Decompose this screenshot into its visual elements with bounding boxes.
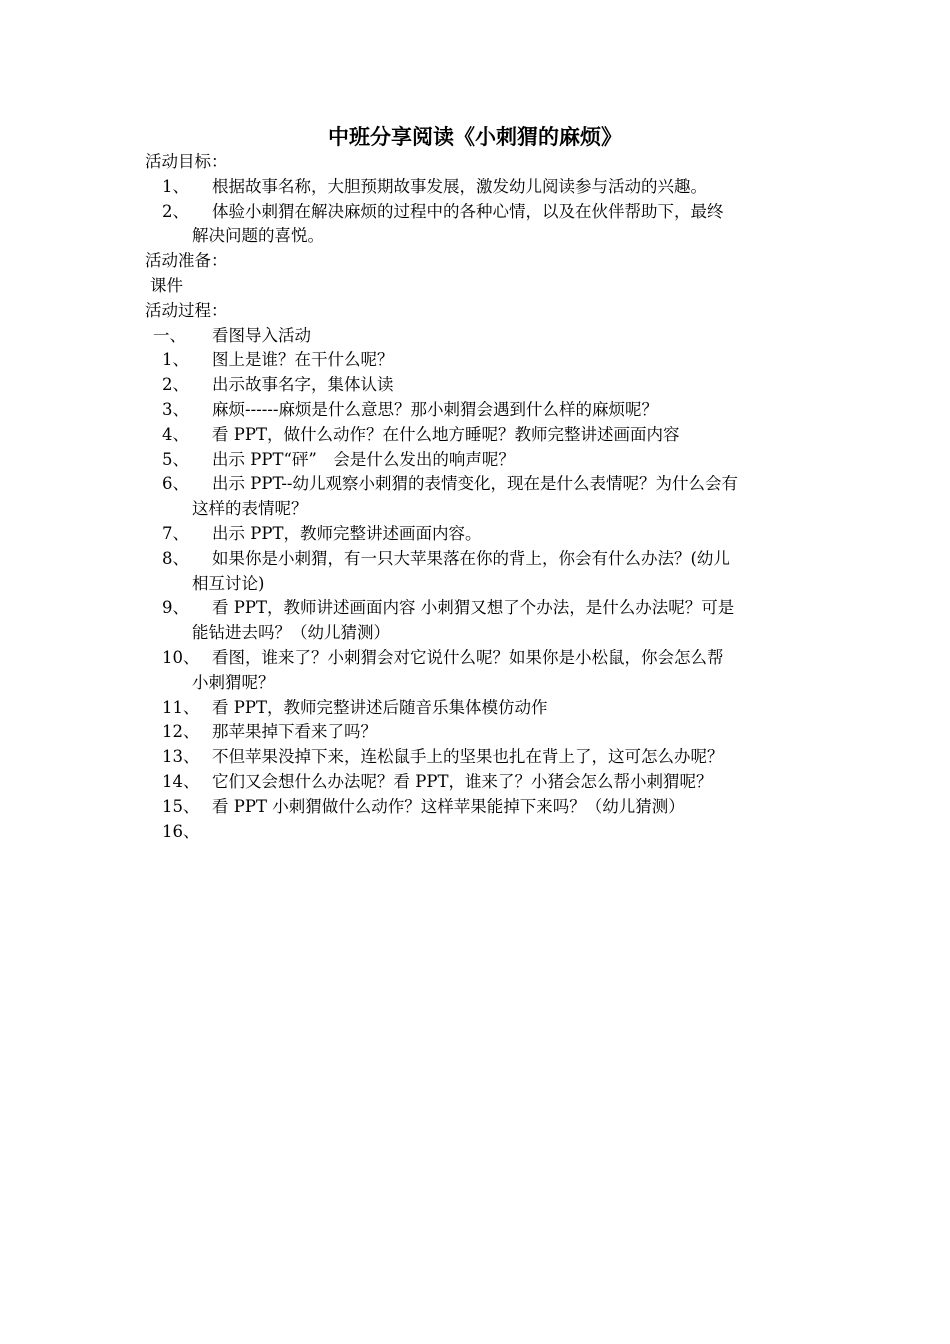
step-text-continued: 这样的表情呢？	[192, 499, 308, 519]
prep-item: 课件	[150, 275, 183, 295]
goal-text: 根据故事名称，大胆预期故事发展，激发幼儿阅读参与活动的兴趣。	[212, 176, 707, 196]
step-text-continued: 能钻进去吗？（幼儿猜测）	[192, 623, 390, 643]
step-item-13	[145, 745, 815, 770]
goal-text-continued: 解决问题的喜悦。	[192, 226, 324, 246]
step-number: 14、	[162, 771, 200, 791]
step-item-4	[145, 423, 815, 448]
prep-heading: 活动准备：	[145, 251, 228, 271]
step-number: 8、	[162, 548, 189, 568]
step-item-11	[145, 696, 815, 721]
step-number: 15、	[162, 796, 200, 816]
step-item-10	[145, 646, 815, 696]
step-text	[212, 820, 815, 845]
section-text: 看图导入活动	[212, 325, 311, 345]
step-item-3	[145, 398, 815, 423]
step-text-continued: 相互讨论)	[192, 573, 265, 593]
step-item-7	[145, 522, 815, 547]
step-text: 出示故事名字，集体认读	[212, 375, 394, 395]
step-item-6	[145, 472, 815, 522]
section-number: 一、	[153, 325, 186, 345]
step-item-9	[145, 596, 815, 646]
step-text: 它们又会想什么办法呢？看 PPT，谁来了？小猪会怎么帮小刺猬呢？	[212, 771, 713, 791]
step-text: 出示 PPT“砰” 会是什么发出的响声呢？	[212, 449, 515, 469]
step-item-16	[145, 820, 815, 845]
step-text: 不但苹果没掉下来，连松鼠手上的坚果也扎在背上了，这可怎么办呢？	[212, 747, 724, 767]
goal-item-2	[145, 200, 815, 250]
goal-item-1	[145, 175, 815, 200]
step-number: 11、	[162, 697, 200, 717]
step-number: 2、	[162, 375, 189, 395]
step-number: 13、	[162, 747, 200, 767]
step-number: 4、	[162, 424, 189, 444]
goal-text: 体验小刺猬在解决麻烦的过程中的各种心情，以及在伙伴帮助下，最终	[212, 201, 724, 221]
step-text: 看 PPT，做什么动作？在什么地方睡呢？教师完整讲述画面内容	[212, 424, 680, 444]
step-number: 6、	[162, 474, 189, 494]
step-text: 如果你是小刺猬，有一只大苹果落在你的背上，你会有什么办法？(幼儿	[212, 548, 730, 568]
step-number: 3、	[162, 399, 189, 419]
step-item-8	[145, 547, 815, 597]
step-number: 5、	[162, 449, 189, 469]
step-item-1	[145, 348, 815, 373]
step-text: 看 PPT 小刺猬做什么动作？这样苹果能掉下来吗？（幼儿猜测）	[212, 796, 685, 816]
step-text-continued: 小刺猬呢？	[192, 672, 275, 692]
step-item-2	[145, 373, 815, 398]
step-item-5	[145, 448, 815, 473]
step-number: 10、	[162, 647, 200, 667]
goal-number: 1、	[162, 176, 189, 196]
step-text: 图上是谁？在干什么呢？	[212, 350, 394, 370]
step-text: 麻烦------麻烦是什么意思？那小刺猬会遇到什么样的麻烦呢？	[212, 399, 658, 419]
step-number: 12、	[162, 722, 200, 742]
step-number: 16、	[162, 821, 200, 841]
goal-number: 2、	[162, 201, 189, 221]
step-item-14	[145, 770, 815, 795]
step-item-15	[145, 795, 815, 820]
step-text: 那苹果掉下看来了吗？	[212, 722, 377, 742]
goals-heading: 活动目标：	[145, 152, 228, 171]
step-text: 出示 PPT，教师完整讲述画面内容。	[212, 523, 482, 543]
document-title: 中班分享阅读《小刺猬的麻烦》	[328, 125, 622, 149]
step-item-12	[145, 720, 815, 745]
process-heading: 活动过程：	[145, 300, 228, 320]
step-text: 看 PPT，教师讲述画面内容 小刺猬又想了个办法，是什么办法呢？可是	[212, 598, 735, 618]
step-number: 7、	[162, 523, 189, 543]
step-text: 出示 PPT--幼儿观察小刺猬的表情变化，现在是什么表情呢？为什么会有	[212, 474, 738, 494]
step-text: 看图，谁来了？小刺猬会对它说什么呢？如果你是小松鼠，你会怎么帮	[212, 647, 724, 667]
step-text: 看 PPT，教师完整讲述后随音乐集体模仿动作	[212, 697, 548, 717]
document-body	[145, 150, 815, 844]
step-number: 9、	[162, 598, 189, 618]
section-one	[145, 324, 815, 349]
step-number: 1、	[162, 350, 189, 370]
